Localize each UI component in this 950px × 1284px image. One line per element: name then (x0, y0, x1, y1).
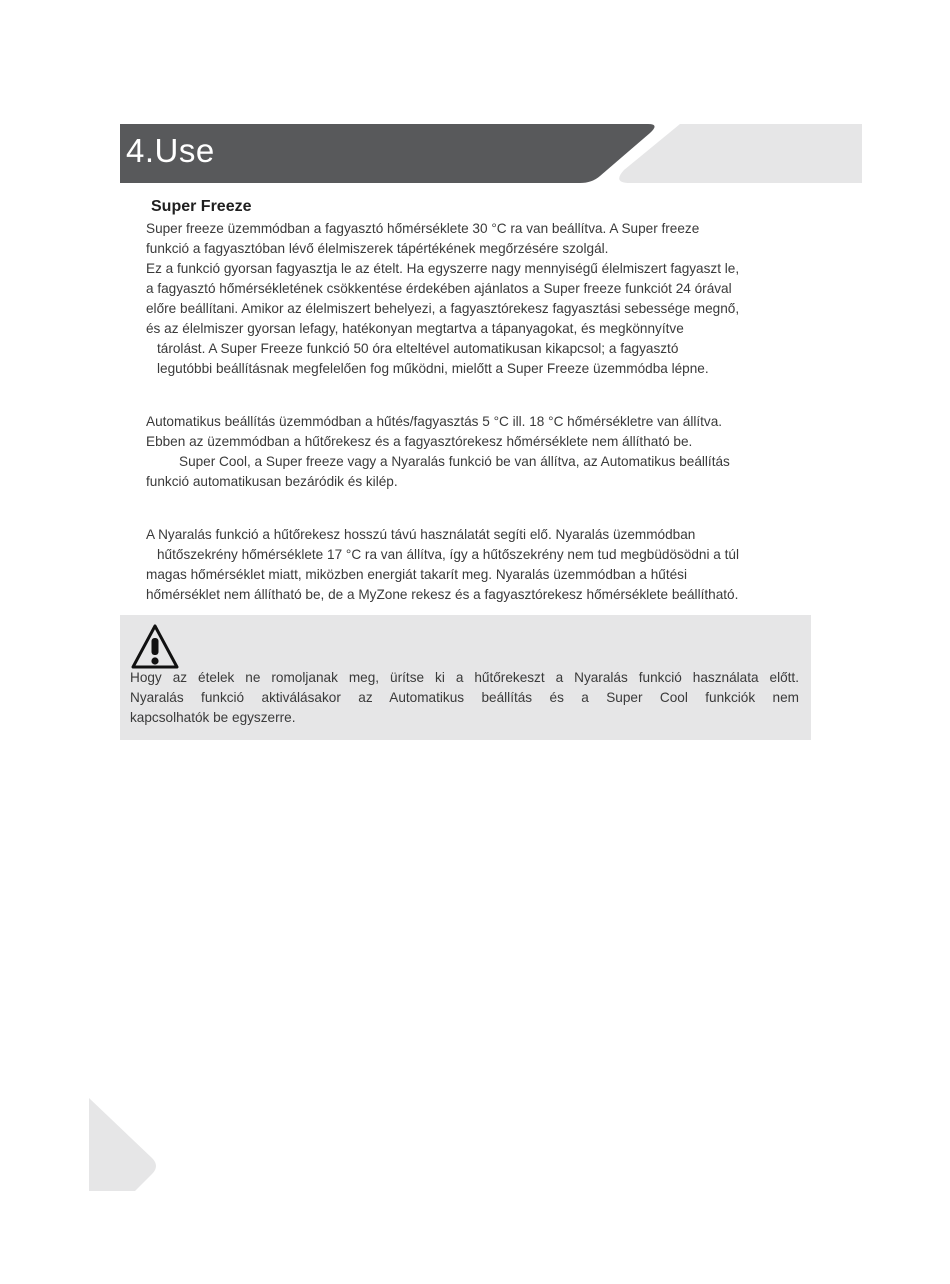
text-line: hűtőszekrény hőmérséklete 17 °C ra van állítva, így a hűtőszekrény nem tud megbüdösödni a túl (157, 547, 739, 562)
text-line: Ez a funkció gyorsan fagyasztja le az ételt. Ha egyszerre nagy mennyiségű élelmiszert fagyaszt le, (146, 261, 740, 276)
warning-triangle-icon (130, 623, 180, 671)
warning-text (130, 668, 799, 728)
corner-page-tab (89, 1098, 156, 1191)
text-line: A Nyaralás funkció a hűtőrekesz hosszú távú használatát segíti elő. Nyaralás üzemmódban (146, 527, 696, 542)
holiday-paragraph (146, 525, 816, 605)
text-line: és az élelmiszer gyorsan lefagy, hatékonyan megtartva a tápanyagokat, és megkönnyítve (146, 321, 684, 336)
super-freeze-paragraph (146, 219, 816, 379)
text-line: Automatikus beállítás üzemmódban a hűtés/fagyasztás 5 °C ill. 18 °C hőmérsékletre van állítva. (146, 414, 723, 429)
text-line: előre beállítani. Amikor az élelmiszert behelyezi, a fagyasztórekesz fagyasztási sebessége megnő, (146, 301, 740, 316)
text-line: funkció a fagyasztóban lévő élelmiszerek tápértékének megőrzésére szolgál. (146, 241, 609, 256)
text-line: a fagyasztó hőmérsékletének csökkentése érdekében ajánlatos a Super freeze funkciót 24 órával (146, 281, 732, 296)
text-line: Ebben az üzemmódban a hűtőrekesz és a fagyasztórekesz hőmérséklete nem állítható be. (146, 434, 693, 449)
text-line: magas hőmérséklet miatt, miközben energiát takarít meg. Nyaralás üzemmódban a hűtési (146, 567, 687, 582)
warning-line: Nyaralás funkció aktiválásakor az Automatikus beállítás és a Super Cool funkciók nem (130, 690, 799, 705)
warning-line: kapcsolhatók be egyszerre. (130, 710, 296, 725)
header-light-band (619, 124, 862, 183)
warning-box (120, 615, 811, 740)
text-line: Super Cool, a Super freeze vagy a Nyaralás funkció be van állítva, az Automatikus beállítás (179, 454, 730, 469)
super-freeze-title: Super Freeze (151, 198, 252, 215)
text-line: hőmérséklet nem állítható be, de a MyZone rekesz és a fagyasztórekesz hőmérséklete beállítható. (146, 587, 739, 602)
section-heading: 4.Use (126, 132, 215, 169)
warning-line: Hogy az ételek ne romoljanak meg, ürítse ki a hűtőrekeszt a Nyaralás funkció használata előtt. (130, 670, 799, 685)
auto-setting-paragraph (146, 412, 816, 492)
text-line: tárolást. A Super Freeze funkció 50 óra elteltével automatikusan kikapcsol; a fagyasztó (157, 341, 679, 356)
text-line: funkció automatikusan bezáródik és kilép. (146, 474, 398, 489)
text-line: Super freeze üzemmódban a fagyasztó hőmérséklete 30 °C ra van beállítva. A Super freeze (146, 221, 700, 236)
text-line: legutóbbi beállításnak megfelelően fog működni, mielőtt a Super Freeze üzemmódba lépne. (157, 361, 709, 376)
